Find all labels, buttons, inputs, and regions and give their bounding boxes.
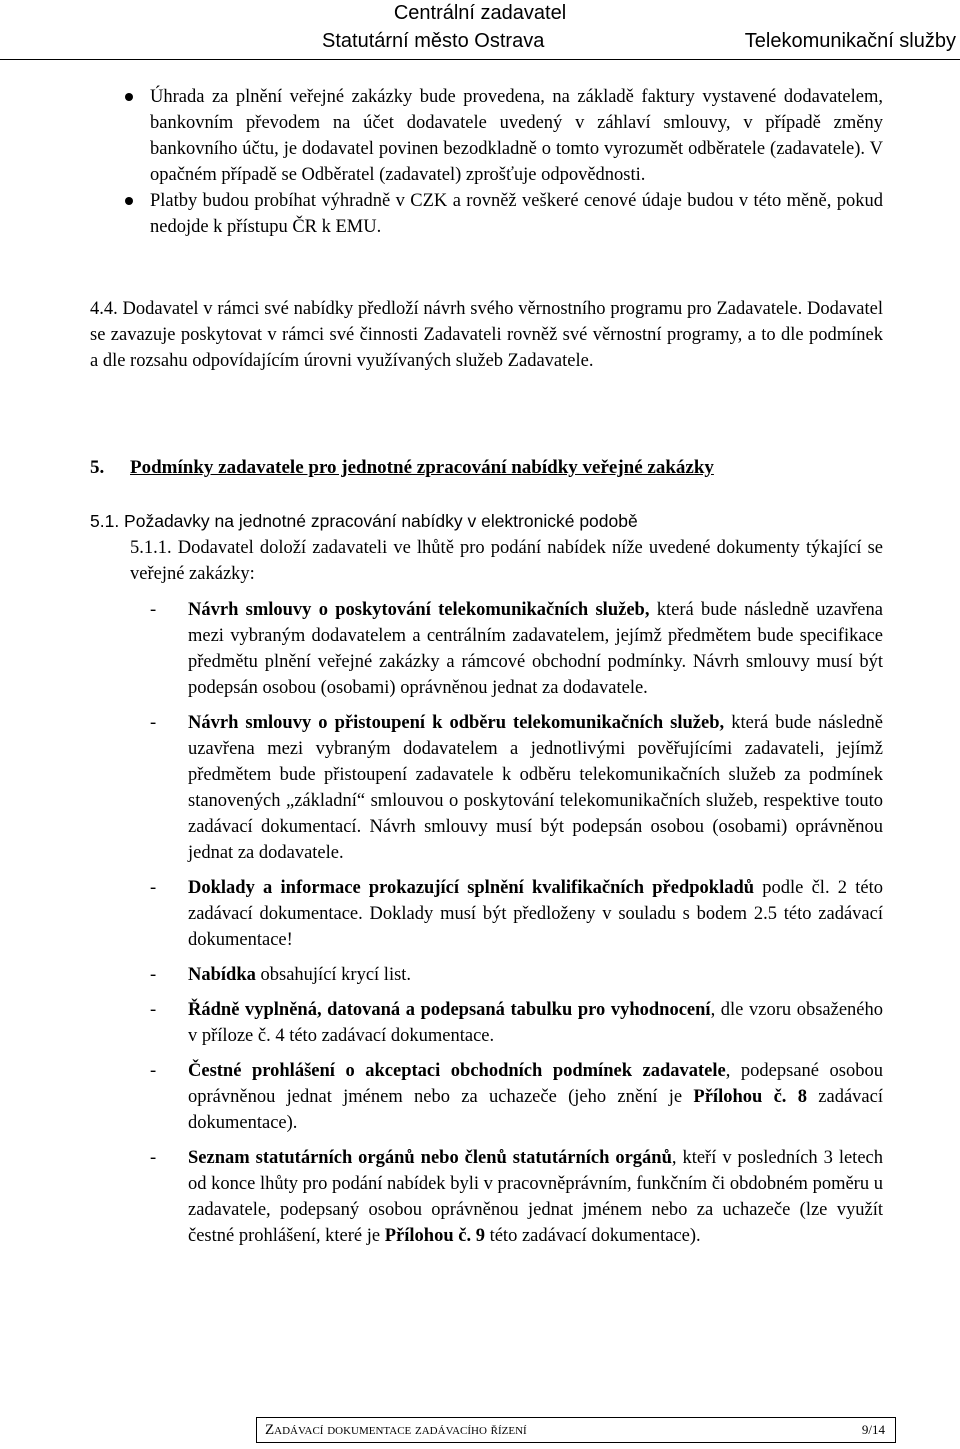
- dash-marker: -: [150, 878, 157, 898]
- document-item-title: Čestné prohlášení o akceptaci obchodních podmínek zadavatele: [188, 1061, 726, 1081]
- dash-marker: -: [150, 1148, 157, 1168]
- document-item-text: , dle vzoru obsaženého v příloze č. 4 této zadávací dokumentace.: [188, 1000, 883, 1046]
- bullet-item: [150, 84, 883, 188]
- header-authority: Statutární město Ostrava: [322, 30, 545, 52]
- document-item-text: , podepsané osobou oprávněnou jednat jménem nebo za uchazeče (jeho znění je: [188, 1061, 883, 1107]
- bullet-text: Platby budou probíhat výhradně v CZK a rovněž veškeré cenové údaje budou v této měně, pokud nedojde k přístupu ČR k EMU.: [150, 191, 883, 237]
- document-item: [150, 962, 883, 988]
- required-documents-list: [150, 597, 883, 1258]
- dash-marker: -: [150, 713, 157, 733]
- document-item-text: která bude následně uzavřena mezi vybraným dodavatelem a centrálním zadavatelem, jejímž předmětem bude specifikace předmětu plnění veřejné zakázky a rámcové obchodní podmínky. Návrh smlouvy musí být podepsán osobou (osobami) oprávněnou jednat za dodavatele.: [188, 600, 883, 698]
- footer-title: Zadávací dokumentace zadávacího řízení: [265, 1422, 527, 1438]
- document-item-text: podle čl. 2 této zadávací dokumentace. Doklady musí být předloženy v souladu s bodem 2.5 této zadávací dokumentace!: [188, 878, 883, 950]
- section-number: 5.: [90, 457, 105, 478]
- page-footer: [256, 1417, 896, 1443]
- header-line2: [0, 30, 960, 56]
- paragraph-4-4: 4.4. Dodavatel v rámci své nabídky předloží návrh svého věrnostního programu pro Zadavatele. Dodavatel se zavazuje poskytovat v rámci své činnosti Zadavateli rovněž své věrnostní programy, a to dle podmínek a dle rozsahu odpovídajícím úrovni využívaných služeb Zadavatele.: [90, 299, 883, 371]
- document-item-title: Seznam statutárních orgánů nebo členů statutárních orgánů: [188, 1148, 672, 1168]
- bullet-dot-icon: [125, 93, 133, 101]
- document-item-text: obsahující krycí list.: [255, 965, 412, 985]
- document-item-text-end: zadávací dokumentace).: [188, 1087, 883, 1133]
- bullet-item: [150, 188, 883, 240]
- dash-marker: -: [150, 1000, 157, 1020]
- bullet-dot-icon: [125, 197, 133, 205]
- document-item: [150, 997, 883, 1049]
- paragraph-5-1-1-text: 5.1.1. Dodavatel doloží zadavateli ve lhůtě pro podání nabídek níže uvedené dokumenty týkající se veřejné zakázky:: [130, 538, 883, 584]
- document-item: [150, 875, 883, 953]
- document-item-text-end: této zadávací dokumentace).: [484, 1226, 701, 1246]
- document-item: [150, 1145, 883, 1249]
- document-item-title: Doklady a informace prokazující splnění kvalifikačních předpokladů: [188, 878, 755, 898]
- document-item: [150, 1058, 883, 1136]
- bullet-text: Úhrada za plnění veřejné zakázky bude provedena, na základě faktury vystavené dodavatelem, bankovním převodem na účet dodavatele uvedený v záhlaví smlouvy, v případě změny bankovního účtu, je dodavatel povinen bezodkladně o tomto vyrozumět odběratele (zadavatele). V opačném případě se Odběratel (zadavatel) zprošťuje odpovědnosti.: [150, 87, 883, 185]
- payment-bullet-list: [150, 84, 883, 240]
- document-item-text: , kteří v posledních 3 letech od konce lhůty pro podání nabídek byli v pracovněprávním, funkčním či obdobném poměru u zadavatele, podepsaný osobou oprávněnou jednat jménem nebo za uchazeče (lze využít čestné prohlášení, které je: [188, 1148, 883, 1246]
- document-item-attachment: Přílohou č. 8: [693, 1087, 807, 1107]
- page-number: 9/14: [861, 1422, 885, 1437]
- subsection-5-1-heading: 5.1. Požadavky na jednotné zpracování nabídky v elektronické podobě: [90, 511, 638, 531]
- section-5-heading: [90, 455, 890, 481]
- document-item-text: která bude následně uzavřena mezi vybraným dodavatelem a jednotlivými pověřujícími zadavateli, jejímž předmětem bude přistoupení zadavatele k odběru telekomunikačních služeb za podmínek stanovených „základní“ smlouvou o poskytování telekomunikačních služeb, respektive touto zadávací dokumentací. Návrh smlouvy musí být podepsán osobou (osobami) oprávněnou jednat za dodavatele.: [188, 713, 883, 863]
- header-divider: [0, 59, 960, 60]
- document-item-title: Nabídka: [188, 965, 256, 985]
- section-title: Podmínky zadavatele pro jednotné zpracování nabídky veřejné zakázky: [130, 457, 714, 478]
- dash-marker: -: [150, 1061, 157, 1081]
- dash-marker: -: [150, 600, 157, 620]
- document-item-title: Řádně vyplněná, datovaná a podepsaná tabulku pro vyhodnocení: [188, 1000, 711, 1020]
- document-item: [150, 710, 883, 866]
- document-item: [150, 597, 883, 701]
- paragraph-5-1-1: [83, 535, 883, 587]
- dash-marker: -: [150, 965, 157, 985]
- header-line1: Centrální zadavatel: [393, 2, 567, 24]
- header-subject: Telekomunikační služby: [744, 30, 956, 52]
- document-item-attachment: Přílohou č. 9: [384, 1226, 485, 1246]
- document-item-title: Návrh smlouvy o přistoupení k odběru telekomunikačních služeb,: [188, 713, 725, 733]
- document-item-title: Návrh smlouvy o poskytování telekomunikačních služeb,: [188, 600, 650, 620]
